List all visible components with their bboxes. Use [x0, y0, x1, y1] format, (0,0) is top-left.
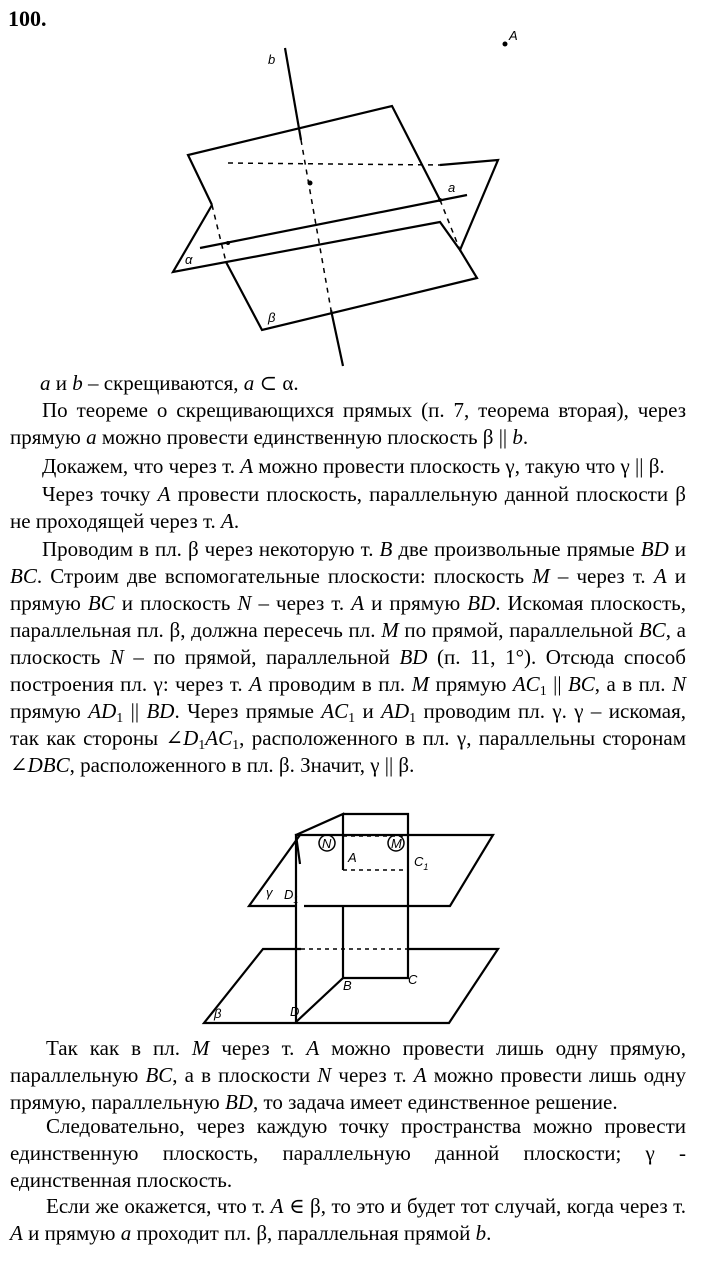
p5-segment: M: [532, 564, 550, 588]
p5-segment: BC: [10, 564, 37, 588]
p5-segment: N: [671, 672, 686, 696]
p5-segment: BC: [567, 672, 595, 696]
p8-segment: A: [10, 1221, 23, 1245]
p5-segment: и: [668, 537, 686, 561]
p5-segment: A: [653, 564, 667, 588]
label-D: D: [290, 1004, 300, 1019]
p8-segment: b: [475, 1221, 487, 1245]
p6-segment: N: [317, 1063, 332, 1087]
paragraph-2: По теореме о скрещивающихся прямых (п. 7, теорема вторая), через прямую a можно провести единственную плоскость β || b.: [10, 398, 686, 449]
p5-segment: 1: [348, 711, 356, 726]
label-beta2: β: [214, 1006, 222, 1021]
plane-alpha-edge: [173, 160, 498, 272]
line-b-upper: [285, 48, 301, 140]
p5-segment: и прямую: [364, 591, 468, 615]
p5-segment: , а в пл.: [594, 672, 672, 696]
p5-segment: . Искомая плоскость, параллельная пл. β, должна пересечь пл.: [10, 591, 686, 642]
p6-segment: A: [306, 1036, 320, 1060]
line-b-lower: [331, 310, 343, 366]
p5-segment: M: [381, 618, 399, 642]
p6-segment: , то задача имеет единственное решение.: [252, 1090, 618, 1114]
label-C: C: [408, 972, 418, 987]
label-M: M: [391, 836, 402, 851]
p5-segment: , расположенного в пл. β. Значит, γ || β.: [69, 753, 415, 777]
point-A-dot: [503, 42, 508, 47]
p5-segment: . Через прямые: [174, 699, 322, 723]
p5-segment: M: [411, 672, 430, 696]
p6-segment: M: [191, 1036, 210, 1060]
p8-segment: ∈ β, то это и будет тот случай, когда через т.: [283, 1194, 686, 1218]
p5-segment: проводим в пл.: [261, 672, 412, 696]
p5-segment: BD: [399, 645, 428, 669]
p8-segment: a: [120, 1221, 132, 1245]
p5-segment: и плоскость: [114, 591, 238, 615]
p5-segment: (п. 11, 1°). Отсюда способ построения пл. γ: через т.: [10, 645, 686, 696]
p5-segment: BC: [638, 618, 666, 642]
p5-segment: BD: [640, 537, 669, 561]
label-B: B: [343, 978, 352, 993]
p6-segment: можно провести лишь одну прямую, параллельную: [10, 1036, 686, 1087]
paragraph-1: a и b – скрещиваются, a ⊂ α.: [40, 371, 299, 395]
p5-segment: N: [109, 645, 124, 669]
p5-segment: AC: [512, 672, 540, 696]
p5-segment: DBC: [27, 753, 70, 777]
plane-beta-hidden-left: [212, 205, 226, 262]
p5-segment: AD: [88, 699, 117, 723]
plane-alpha-hidden-top: [228, 163, 440, 165]
plane-N-edge-2: [296, 906, 343, 1022]
p5-segment: BD: [467, 591, 496, 615]
p5-segment: Проводим в пл. β через некоторую т.: [42, 537, 380, 561]
paragraph-4: Через точку A провести плоскость, параллельную данной плоскости β не проходящей через т. A.: [10, 482, 686, 533]
p5-segment: – через т.: [251, 591, 352, 615]
intersection-dot-a2: [438, 198, 442, 202]
label-A: A: [509, 28, 518, 43]
p5-segment: и прямую: [10, 564, 686, 615]
p8-segment: .: [486, 1221, 492, 1245]
figure-skew-lines: [0, 0, 705, 372]
p5-segment: A: [249, 672, 262, 696]
label-alpha: α: [185, 252, 193, 267]
paragraph-7: Следовательно, через каждую точку пространства можно провести единственную плоскость, параллельную данной плоскости; γ - единственная плоскость.: [10, 1114, 686, 1192]
p5-segment: по прямой, параллельной: [398, 618, 639, 642]
p5-segment: 1: [198, 738, 206, 753]
label-A2: A: [348, 850, 357, 865]
p5-segment: прямую: [10, 699, 89, 723]
line-a: [200, 195, 467, 248]
figure-parallel-planes: [0, 800, 705, 1035]
p5-segment: , расположенного в пл. γ, параллельны сторонам ∠: [10, 726, 686, 777]
p6-segment: A: [413, 1063, 427, 1087]
plane-beta-edge-lower: [226, 250, 477, 330]
p5-segment: N: [237, 591, 252, 615]
p5-segment: ||: [546, 672, 568, 696]
p5-segment: – по прямой, параллельной: [123, 645, 400, 669]
p5-segment: AD: [381, 699, 410, 723]
p6-segment: через т.: [331, 1063, 414, 1087]
p5-segment: 1: [232, 738, 240, 753]
p5-segment: две произвольные прямые: [392, 537, 641, 561]
plane-beta-edge: [188, 106, 440, 205]
p5-segment: B: [379, 537, 393, 561]
paragraph-6: [10, 1035, 686, 1116]
p5-segment: AC: [205, 726, 233, 750]
p5-segment: 1: [116, 711, 124, 726]
label-gamma: γ: [266, 885, 273, 900]
p5-segment: AC: [321, 699, 349, 723]
p5-segment: D: [183, 726, 199, 750]
p8-segment: и прямую: [22, 1221, 121, 1245]
p5-segment: . Строим две вспомогательные плоскости: плоскость: [36, 564, 533, 588]
p8-segment: проходит пл. β, параллельная прямой: [131, 1221, 476, 1245]
p6-segment: BD: [224, 1090, 253, 1114]
p5-segment: 1: [409, 711, 417, 726]
p5-segment: и: [355, 699, 382, 723]
label-b: b: [268, 52, 276, 67]
p5-segment: 1: [539, 684, 547, 699]
label-beta: β: [268, 310, 276, 325]
p6-segment: через т.: [209, 1036, 307, 1060]
intersection-dot: [308, 181, 313, 186]
p5-segment: проводим пл. γ. γ – искомая, так как стороны ∠: [10, 699, 686, 750]
p6-segment: BC: [145, 1063, 173, 1087]
p6-segment: Так как в пл.: [46, 1036, 192, 1060]
paragraph-3: Докажем, что через т. A можно провести плоскость γ, такую что γ || β.: [42, 454, 665, 478]
p5-segment: – через т.: [549, 564, 654, 588]
p5-segment: BC: [87, 591, 115, 615]
paragraph-8: [10, 1193, 686, 1247]
label-C1: $C_1$: [414, 854, 429, 872]
label-D1: $D_1$: [284, 887, 299, 905]
p5-segment: A: [351, 591, 365, 615]
label-a: a: [448, 180, 456, 195]
problem-number: 100.: [8, 6, 47, 31]
p6-segment: можно провести лишь одну прямую, параллельную: [10, 1063, 686, 1114]
p8-segment: A: [270, 1194, 284, 1218]
p5-segment: прямую: [429, 672, 513, 696]
p6-segment: , а в плоскости: [172, 1063, 318, 1087]
label-N: N: [322, 836, 332, 851]
p8-segment: Если же окажется, что т.: [46, 1194, 271, 1218]
p5-segment: , а плоскость: [10, 618, 686, 669]
intersection-dot-a: [226, 241, 230, 245]
p5-segment: ||: [123, 699, 147, 723]
paragraph-5: [10, 536, 686, 779]
p5-segment: BD: [146, 699, 175, 723]
